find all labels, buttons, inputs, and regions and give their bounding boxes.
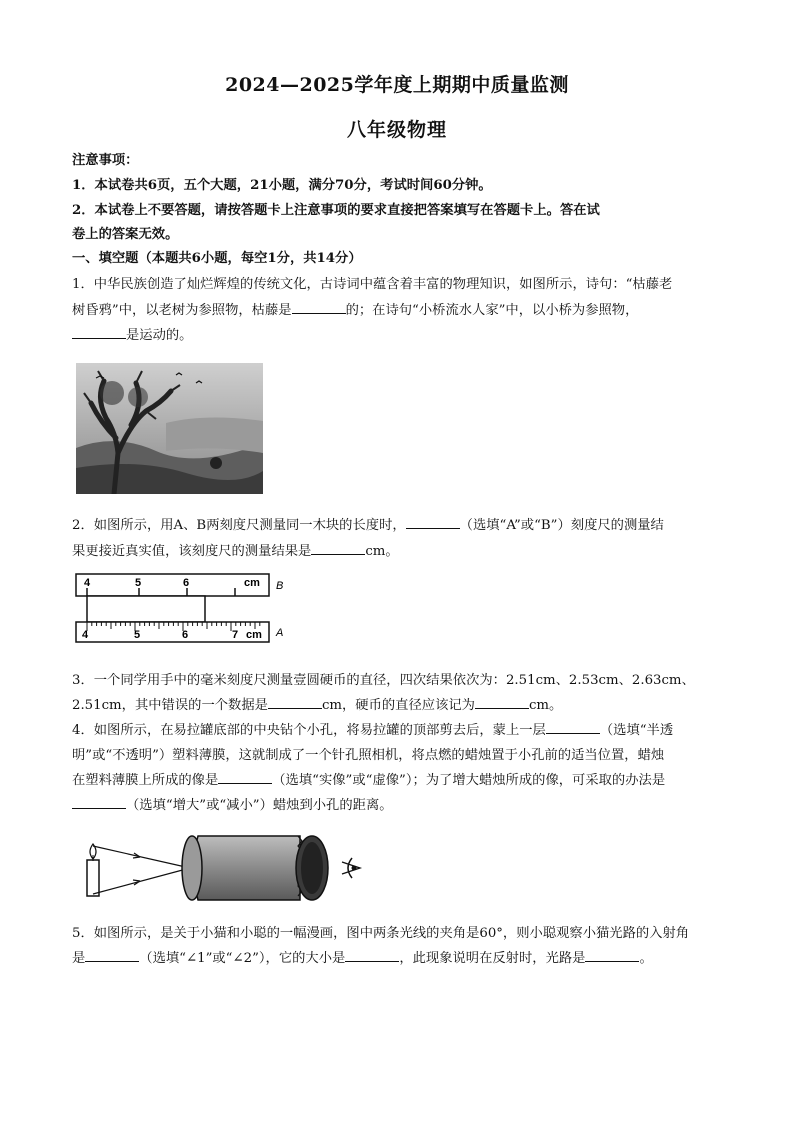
q5-line2 <box>72 947 653 966</box>
q1-line3 <box>72 324 192 343</box>
wooden-block <box>87 596 205 622</box>
q1-line2 <box>72 299 638 318</box>
ruler-a-tick-7: 7 <box>232 629 239 641</box>
q3-text-a: 2.51cm，其中错误的一个数据是 <box>72 698 268 713</box>
q5-line1: 5．如图所示，是关于小猫和小聪的一幅漫画，图中两条光线的夹角是60°，则小聪观察小猫光路的入射角 <box>72 926 690 941</box>
q2-line1 <box>72 514 664 533</box>
q3-line2 <box>72 694 562 713</box>
ruler-b-tick-4: 4 <box>84 577 91 589</box>
q4-line1 <box>72 719 673 738</box>
ruler-a-tick-5: 5 <box>134 629 141 641</box>
ruler-a-tick-6: 6 <box>182 629 189 641</box>
exam-subject: 八年级物理 <box>346 119 447 141</box>
q5-text-c: ，此现象说明在反射时，光路是 <box>399 951 586 966</box>
q2-line2 <box>72 540 399 559</box>
answer-blank[interactable] <box>406 516 460 529</box>
withered-tree-painting <box>76 363 263 494</box>
rulers-figure <box>72 570 297 648</box>
q5-text-d: 。 <box>639 951 653 966</box>
ruler-b-tick-5: 5 <box>135 577 142 589</box>
q4-text-e: （选填“增大”或“减小”）蜡烛到小孔的距离。 <box>126 798 393 813</box>
ruler-a-unit: cm <box>246 629 262 641</box>
ruler-b-unit: cm <box>244 577 260 589</box>
q2-text-d: cm。 <box>365 544 399 559</box>
can-body <box>190 836 300 900</box>
q4-text-c: 在塑料薄膜上所成的像是 <box>72 773 219 788</box>
ruler-a-tick-4: 4 <box>82 629 89 641</box>
q2-text-a: 2．如图所示，用A、B两刻度尺测量同一木块的长度时， <box>72 518 406 533</box>
answer-blank[interactable] <box>85 949 139 962</box>
ruler-b-tick-6: 6 <box>183 577 190 589</box>
q5-text-a: 是 <box>72 951 86 966</box>
answer-blank[interactable] <box>292 301 346 314</box>
ruler-a <box>76 622 269 642</box>
answer-blank[interactable] <box>546 721 600 734</box>
ruler-a-label: A <box>276 627 284 639</box>
q4-text-d: （选填“实像”或“虚像”）；为了增大蜡烛所成的像，可采取的办法是 <box>272 773 666 788</box>
eye-icon <box>348 858 352 878</box>
q2-text-c: 果更接近真实值，该刻度尺的测量结果是 <box>72 544 312 559</box>
q4-line2: 明”或“不透明”）塑料薄膜，这就制成了一个针孔照相机，将点燃的蜡烛置于小孔前的适当位置，蜡烛 <box>72 748 665 763</box>
answer-blank[interactable] <box>345 949 399 962</box>
answer-blank[interactable] <box>218 771 272 784</box>
answer-blank[interactable] <box>72 796 126 809</box>
notes-item-1: 1．本试卷共6页，五个大题，21小题，满分70分，考试时间60分钟。 <box>72 178 492 193</box>
q1-line1: 1．中华民族创造了灿烂辉煌的传统文化，古诗词中蕴含着丰富的物理知识，如图所示，诗句：“枯藤老 <box>72 277 673 292</box>
q2-text-b: （选填“A”或“B”）刻度尺的测量结 <box>459 518 664 533</box>
pinhole-camera-figure <box>80 828 380 906</box>
answer-blank[interactable] <box>585 949 639 962</box>
q4-line3 <box>72 769 665 788</box>
q5-text-b: （选填“∠1”或“∠2”），它的大小是 <box>139 951 346 966</box>
section-heading: 一、填空题（本题共6小题，每空1分，共14分） <box>72 251 362 266</box>
ruler-b <box>76 574 269 596</box>
q1-text-c: 是运动的。 <box>126 328 193 343</box>
answer-blank[interactable] <box>475 696 529 709</box>
q4-text-b: （选填“半透 <box>599 723 674 738</box>
notes-item-2-line2: 卷上的答案无效。 <box>72 227 179 242</box>
q3-text-c: cm。 <box>528 698 563 713</box>
q3-text-b: cm，硬币的直径应该记为 <box>321 698 475 713</box>
q1-text-a: 树昏鸦”中，以老树为参照物，枯藤是 <box>72 303 292 318</box>
exam-title: 2024—2025学年度上期期中质量监测 <box>225 74 569 96</box>
notes-item-2-line1: 2．本试卷上不要答题，请按答题卡上注意事项的要求直接把答案填写在答题卡上。答在试 <box>72 203 600 218</box>
q3-line1: 3．一个同学用手中的毫米刻度尺测量壹圆硬币的直径，四次结果依次为：2.51cm、2.53cm、2.63cm、 <box>72 673 695 688</box>
answer-blank[interactable] <box>268 696 322 709</box>
q4-text-a: 4．如图所示，在易拉罐底部的中央钻个小孔，将易拉罐的顶部剪去后，蒙上一层 <box>72 723 546 738</box>
notes-heading: 注意事项： <box>72 153 139 168</box>
ruler-b-label: B <box>276 580 284 592</box>
answer-blank[interactable] <box>72 326 126 339</box>
answer-blank[interactable] <box>311 542 365 555</box>
candle <box>87 860 99 896</box>
q1-text-b: 的；在诗句“小桥流水人家”中，以小桥为参照物， <box>345 303 639 318</box>
q4-line4 <box>72 794 393 813</box>
